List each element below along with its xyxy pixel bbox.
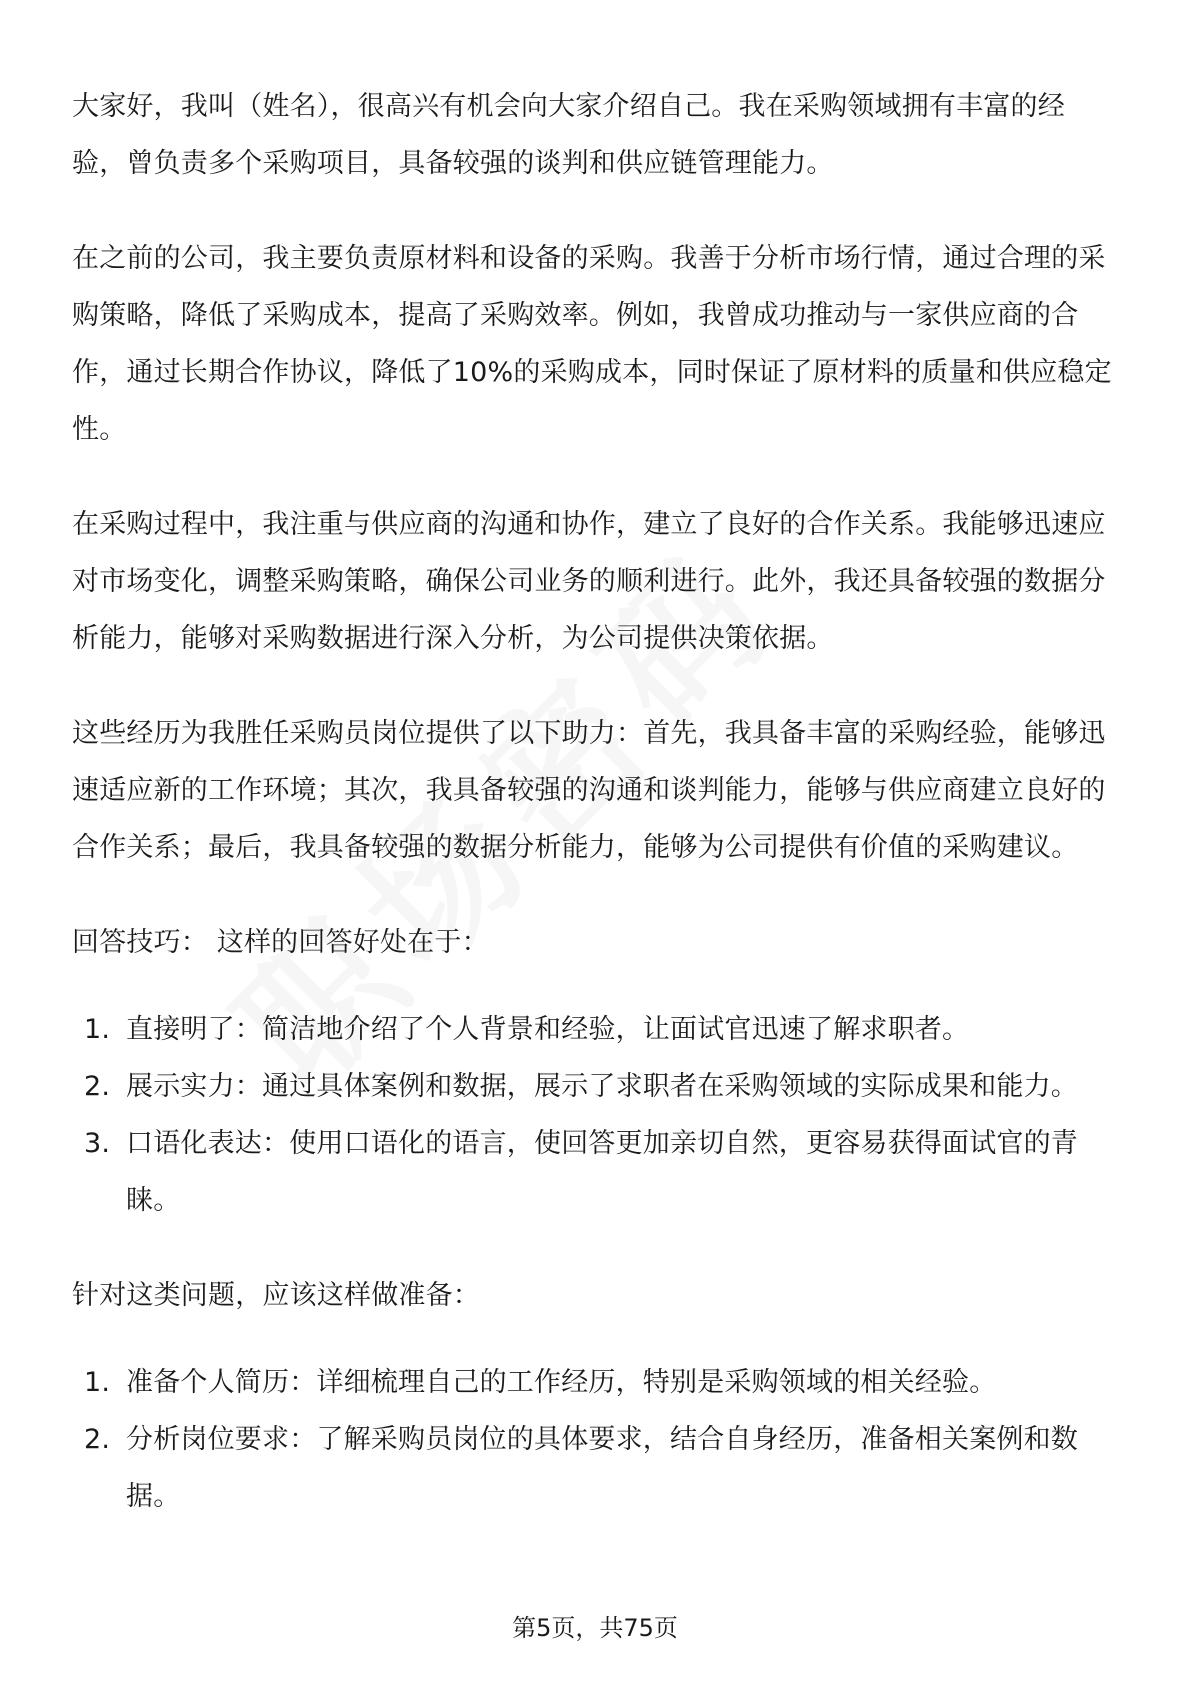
page-footer: 第5页，共75页 — [512, 1614, 678, 1642]
intro-paragraph-3: 在采购过程中，我注重与供应商的沟通和协作，建立了良好的合作关系。我能够迅速应对市场变化，调整采购策略，确保公司业务的顺利进行。此外，我还具备较强的数据分析能力，能够对采购数据进行深入分析，为公司提供决策依据。 — [72, 509, 1106, 654]
intro-paragraph-4: 这些经历为我胜任采购员岗位提供了以下助力：首先，我具备丰富的采购经验，能够迅速适应新的工作环境；其次，我具备较强的沟通和谈判能力，能够与供应商建立良好的合作关系；最后，我具备较强的数据分析能力，能够为公司提供有价值的采购建议。 — [72, 718, 1106, 863]
list-item-number: 2. — [84, 1424, 111, 1455]
list-item-number: 2. — [84, 1071, 111, 1102]
list-item-text: 展示实力：通过具体案例和数据，展示了求职者在采购领域的实际成果和能力。 — [126, 1071, 1078, 1102]
list-item-number: 1. — [84, 1014, 111, 1045]
list-item-text: 口语化表达：使用口语化的语言，使回答更加亲切自然，更容易获得面试官的青睐。 — [126, 1128, 1078, 1216]
list-item — [72, 1354, 1118, 1411]
document-body — [72, 78, 1118, 1563]
intro-paragraph-1: 大家好，我叫（姓名），很高兴有机会向大家介绍自己。我在采购领域拥有丰富的经验，曾负责多个采购项目，具备较强的谈判和供应链管理能力。 — [72, 91, 1065, 179]
list-item — [72, 1058, 1118, 1115]
list-item-text: 直接明了：简洁地介绍了个人背景和经验，让面试官迅速了解求职者。 — [126, 1014, 970, 1045]
list-item — [72, 1115, 1118, 1229]
prep-list — [72, 1354, 1118, 1525]
prep-heading: 针对这类问题，应该这样做准备： — [72, 1280, 480, 1311]
tips-list — [72, 1001, 1118, 1229]
list-item-number: 1. — [84, 1367, 111, 1398]
intro-paragraph-2: 在之前的公司，我主要负责原材料和设备的采购。我善于分析市场行情，通过合理的采购策略，降低了采购成本，提高了采购效率。例如，我曾成功推动与一家供应商的合作，通过长期合作协议，降低了10%的采购成本，同时保证了原材料的质量和供应稳定性。 — [72, 243, 1112, 445]
list-item — [72, 1001, 1118, 1058]
list-item — [72, 1411, 1118, 1525]
list-item-number: 3. — [84, 1128, 111, 1159]
list-item-text: 分析岗位要求：了解采购员岗位的具体要求，结合自身经历，准备相关案例和数据。 — [126, 1424, 1078, 1512]
tips-heading: 回答技巧： 这样的回答好处在于： — [72, 927, 489, 958]
list-item-text: 准备个人简历：详细梳理自己的工作经历，特别是采购领域的相关经验。 — [126, 1367, 997, 1398]
